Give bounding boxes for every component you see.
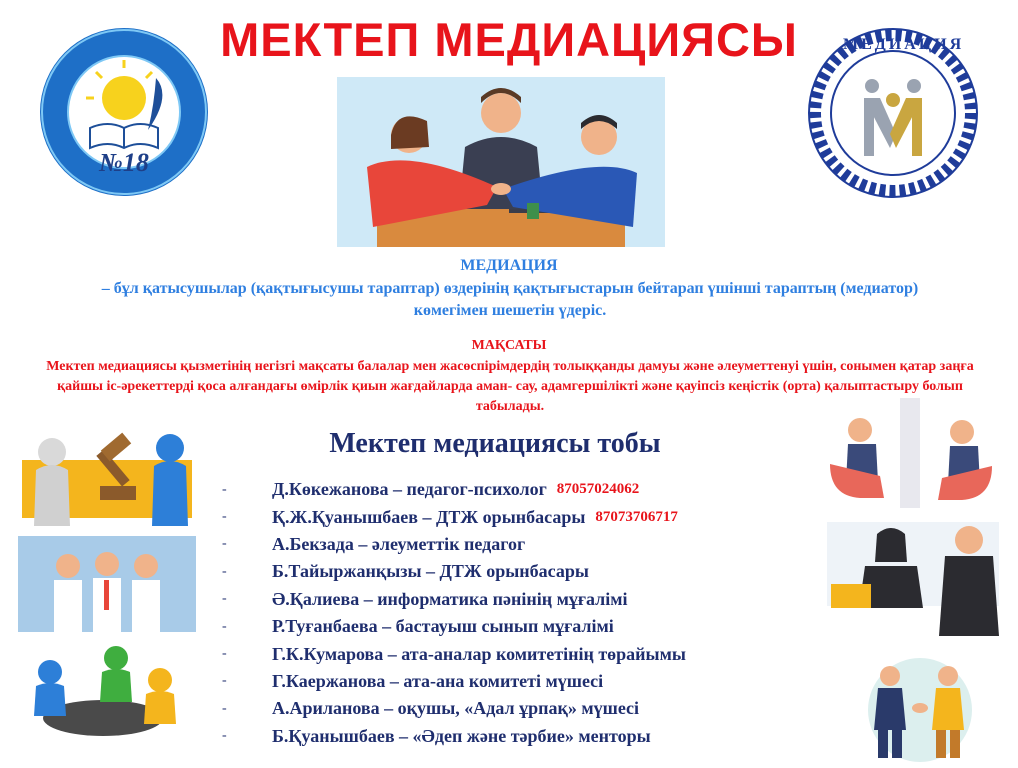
- list-item: [222, 640, 822, 667]
- list-item: [222, 531, 822, 558]
- list-bullet: -: [222, 728, 227, 744]
- mediation-ring-text: МЕДИАЦИЯ: [843, 36, 965, 53]
- school-number: №18: [99, 148, 149, 177]
- team-heading: Мектеп медиациясы тобы: [329, 428, 661, 459]
- team-member-list: [222, 476, 822, 750]
- list-item: [222, 586, 822, 613]
- member-name: Д.Көкежанова – педагог-психолог: [272, 479, 547, 500]
- member-name: А.Бекзада – әлеуметтік педагог: [272, 533, 526, 554]
- list-item: [222, 476, 822, 503]
- member-phone: 87073706717: [595, 508, 678, 525]
- judge-gavel-illustration: [22, 430, 192, 530]
- list-item: [222, 503, 822, 530]
- mediation-logo: [808, 28, 978, 198]
- list-item: [222, 695, 822, 722]
- member-name: Қ.Ж.Қуанышбаев – ДТЖ орынбасары: [272, 506, 586, 527]
- list-bullet: -: [222, 509, 227, 525]
- member-name: Б.Қуанышбаев – «Әдеп және тәрбие» менторы: [272, 725, 651, 746]
- mediator-people-illustration: [18, 536, 196, 632]
- round-table-illustration: [10, 640, 196, 744]
- list-bullet: -: [222, 481, 227, 497]
- list-item: [222, 723, 822, 750]
- business-handshake-illustration: [840, 652, 1000, 762]
- member-name: Р.Туғанбаева – бастауыш сынып мұғалімі: [272, 616, 614, 637]
- list-item: [222, 613, 822, 640]
- list-item: [222, 558, 822, 585]
- member-name: Ә.Қалиева – информатика пәнінің мұғалімі: [272, 588, 628, 609]
- member-phone: 87057024062: [556, 481, 640, 498]
- page-title: МЕКТЕП МЕДИАЦИЯСЫ: [220, 13, 798, 66]
- member-name: Б.Тайыржанқызы – ДТЖ орынбасары: [272, 561, 589, 582]
- list-bullet: -: [222, 536, 227, 552]
- conversation-chairs-illustration: [820, 392, 1002, 516]
- list-item: [222, 668, 822, 695]
- office-meeting-illustration: [827, 522, 999, 636]
- handshake-illustration: [337, 77, 665, 247]
- member-name: Г.К.Кумарова – ата-аналар комитетінің төрайымы: [272, 643, 686, 664]
- definition-heading: МЕДИАЦИЯ: [460, 257, 558, 274]
- member-name: А.Ариланова – оқушы, «Адал ұрпақ» мүшесі: [272, 698, 640, 719]
- list-bullet: -: [222, 700, 227, 716]
- list-bullet: -: [222, 563, 227, 579]
- definition-text: – бұл қатысушылар (қақтығысушы тараптар) өздерінің қақтығыстарын бейтарап үшінші тараптың (медиатор) көмегімен шешетін үдеріс.: [101, 280, 919, 319]
- school-logo: [38, 26, 210, 198]
- list-bullet: -: [222, 646, 227, 662]
- list-bullet: -: [222, 618, 227, 634]
- member-name: Г.Каержанова – ата-ана комитеті мүшесі: [272, 670, 604, 691]
- list-bullet: -: [222, 591, 227, 607]
- goal-heading: МАҚСАТЫ: [471, 338, 547, 353]
- goal-text: Мектеп медиациясы қызметінің негізгі мақсаты балалар мен жасөспірімдердің толыққанды дамуы және әлеуметтенуі үшін, сонымен қатар заңға қайшы іс-әрекеттерді қоса алғандағы өмірлік қиын жағдайларда аман- сау, адамгершілікті және қауіпсіз кеңістік (орта) қалыптастыру болып табылады.: [46, 359, 974, 414]
- list-bullet: -: [222, 673, 227, 689]
